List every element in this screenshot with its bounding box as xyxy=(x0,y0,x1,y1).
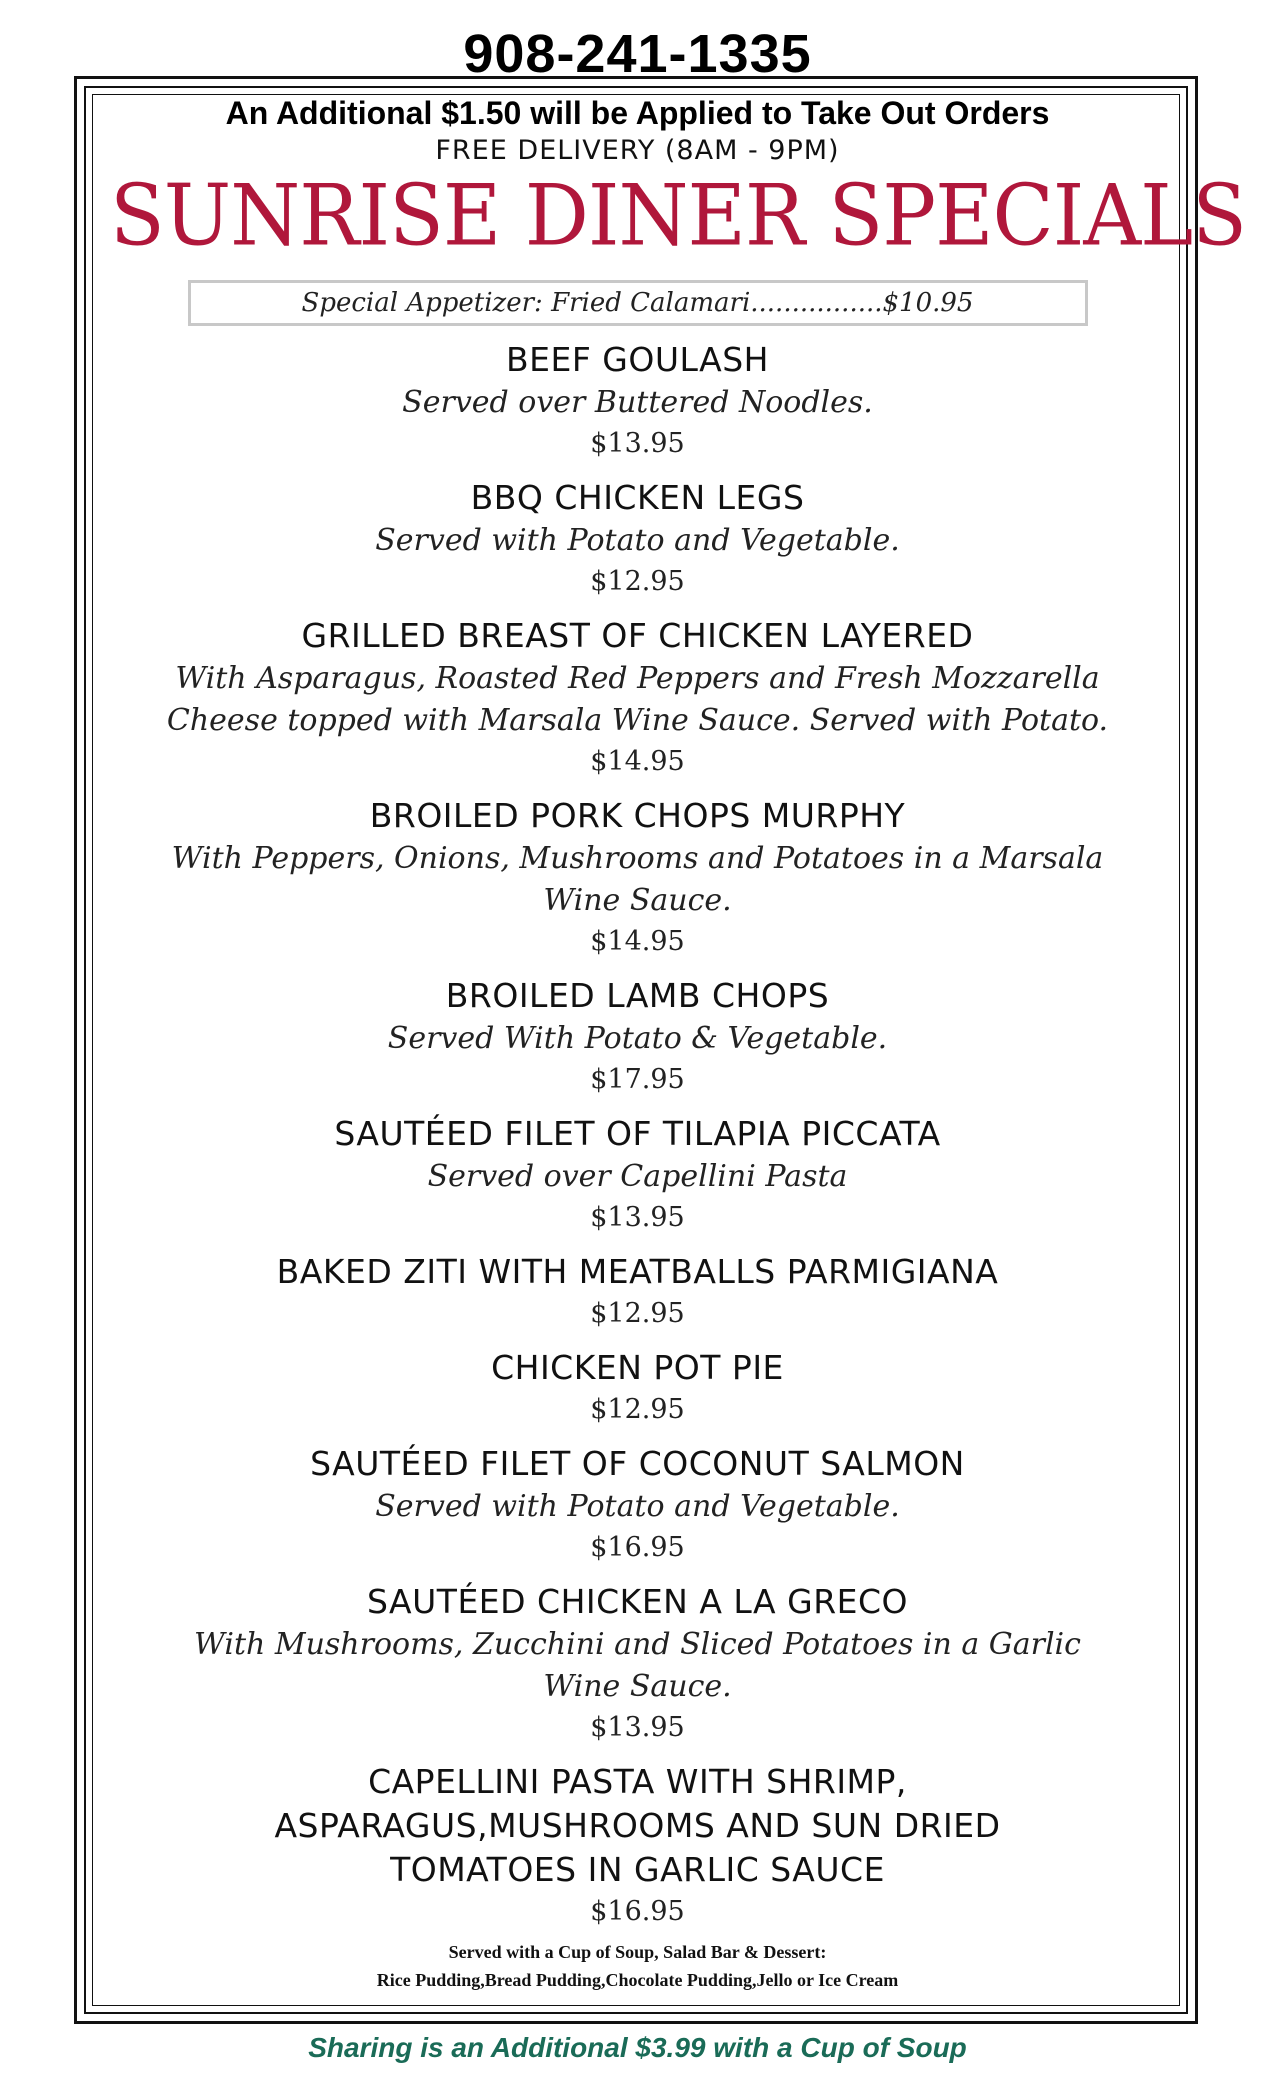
menu-item-description: Wine Sauce. xyxy=(543,883,732,918)
menu-item-description: Cheese topped with Marsala Wine Sauce. Served with Potato. xyxy=(166,703,1109,738)
menu-item-description: With Asparagus, Roasted Red Peppers and Fresh Mozzarella xyxy=(175,661,1100,696)
menu-item xyxy=(110,1580,1165,1748)
menu-item-description: Wine Sauce. xyxy=(543,1669,732,1704)
menu-item-price: $12.95 xyxy=(590,1298,685,1329)
menu-item-price: $14.95 xyxy=(590,926,685,957)
menu-item-price: $17.95 xyxy=(590,1064,685,1095)
menu-item-price: $16.95 xyxy=(590,1896,685,1927)
menu-item-price: $12.95 xyxy=(590,1394,685,1425)
menu-item-description: Served over Capellini Pasta xyxy=(427,1159,848,1194)
menu-item xyxy=(110,1250,1165,1334)
special-appetizer-box xyxy=(188,280,1088,326)
menu-item-description: Served with Potato and Vegetable. xyxy=(375,523,900,558)
menu-item-price: $16.95 xyxy=(590,1532,685,1563)
menu-item xyxy=(110,974,1165,1100)
served-with-line-2: Rice Pudding,Bread Pudding,Chocolate Pudding,Jello or Ice Cream xyxy=(376,1970,899,1990)
menu-item-price: $13.95 xyxy=(590,1202,685,1233)
menu-item xyxy=(110,338,1165,464)
menu-item-price: $14.95 xyxy=(590,746,685,777)
menu-item xyxy=(110,1760,1165,1932)
appetizer-price: $10.95 xyxy=(882,288,974,318)
menu-item-name: CHICKEN POT PIE xyxy=(491,1348,784,1387)
menu-item-name-line: TOMATOES IN GARLIC SAUCE xyxy=(390,1850,885,1889)
menu-item-name: BROILED LAMB CHOPS xyxy=(445,976,830,1015)
delivery-notice: FREE DELIVERY (8AM - 9PM) xyxy=(435,135,840,166)
menu-item-name: BEEF GOULASH xyxy=(506,340,769,379)
menu-item-description: With Mushrooms, Zucchini and Sliced Potatoes in a Garlic xyxy=(194,1627,1081,1662)
menu-item-name: BAKED ZITI WITH MEATBALLS PARMIGIANA xyxy=(276,1252,999,1291)
menu-item-description: Served With Potato & Vegetable. xyxy=(387,1021,888,1056)
menu-item-name-line: ASPARAGUS,MUSHROOMS AND SUN DRIED xyxy=(274,1806,1001,1845)
phone-number: 908-241-1335 xyxy=(463,24,812,84)
menu-item-name: GRILLED BREAST OF CHICKEN LAYERED xyxy=(301,616,974,655)
menu-item xyxy=(110,476,1165,602)
specials-list xyxy=(110,338,1165,1932)
appetizer-leader-dots: ................ xyxy=(750,288,883,318)
menu-item-name: SAUTÉED CHICKEN A LA GRECO xyxy=(367,1582,908,1621)
menu-item-description: With Peppers, Onions, Mushrooms and Potatoes in a Marsala xyxy=(171,841,1104,876)
menu-item xyxy=(110,1112,1165,1238)
menu-content xyxy=(110,92,1247,1932)
menu-item-name: SAUTÉED FILET OF COCONUT SALMON xyxy=(310,1444,965,1483)
menu-item xyxy=(110,614,1165,782)
menu-title: SUNRISE DINER SPECIALS xyxy=(110,166,1247,265)
served-with-note xyxy=(110,1938,1165,1994)
menu-item xyxy=(110,1346,1165,1430)
appetizer-label: Special Appetizer: Fried Calamari xyxy=(301,288,751,318)
served-with-line-1: Served with a Cup of Soup, Salad Bar & Dessert: xyxy=(448,1942,827,1962)
menu-item-price: $12.95 xyxy=(590,566,685,597)
menu-item-name: SAUTÉED FILET OF TILAPIA PICCATA xyxy=(334,1114,941,1153)
takeout-notice: An Additional $1.50 will be Applied to Take Out Orders xyxy=(225,95,1050,131)
sharing-notice: Sharing is an Additional $3.99 with a Cup of Soup xyxy=(308,2032,967,2063)
menu-item-name: BROILED PORK CHOPS MURPHY xyxy=(369,796,906,835)
menu-item-description: Served over Buttered Noodles. xyxy=(402,385,873,420)
menu-item xyxy=(110,794,1165,962)
menu-item-name: BBQ CHICKEN LEGS xyxy=(470,478,805,517)
menu-item xyxy=(110,1442,1165,1568)
menu-item-price: $13.95 xyxy=(590,1712,685,1743)
menu-item-name-line: CAPELLINI PASTA WITH SHRIMP, xyxy=(368,1762,907,1801)
menu-item-description: Served with Potato and Vegetable. xyxy=(375,1489,900,1524)
menu-item-price: $13.95 xyxy=(590,428,685,459)
